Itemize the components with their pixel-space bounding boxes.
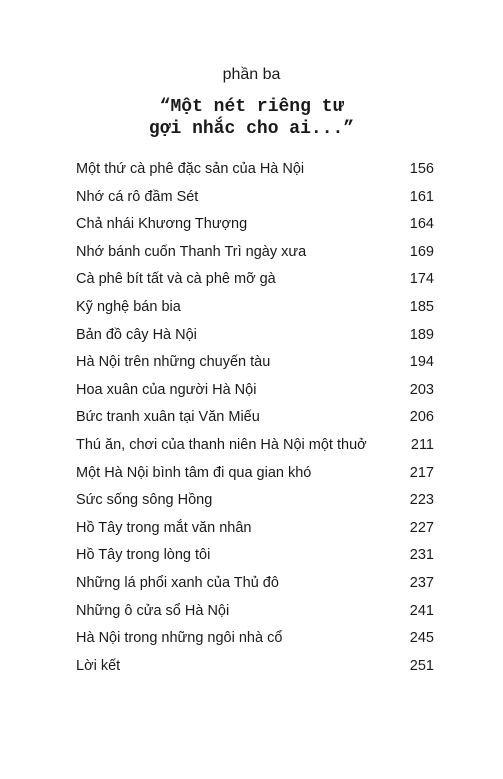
toc-entry[interactable]: [76, 350, 434, 378]
toc-entry[interactable]: [76, 461, 434, 489]
toc-entry-title: Hồ Tây trong mắt văn nhân: [76, 519, 252, 536]
toc-entry-page: 237: [409, 574, 434, 591]
toc-entry-page: 189: [409, 326, 434, 343]
toc-entry[interactable]: [76, 599, 434, 627]
toc-entry-title: Sức sống sông Hồng: [76, 492, 213, 509]
toc-entry-page: 206: [409, 409, 434, 426]
toc-entry[interactable]: [76, 240, 434, 268]
toc-entry[interactable]: [76, 212, 434, 240]
toc-entry-page: 203: [409, 381, 434, 398]
toc-entry[interactable]: [76, 323, 434, 351]
toc-entry-title: Cà phê bít tất và cà phê mỡ gà: [76, 271, 276, 288]
toc-entry-title: Những lá phổi xanh của Thủ đô: [76, 574, 279, 591]
toc-entry-page: 194: [409, 354, 434, 371]
toc-entry-title: Nhớ bánh cuốn Thanh Trì ngày xưa: [76, 243, 307, 260]
section-title-line-2: gợi nhắc cho ai...”: [148, 119, 355, 139]
toc-entry-title: Những ô cửa sổ Hà Nội: [76, 602, 230, 619]
toc-entry[interactable]: [76, 433, 434, 461]
toc-entry-page: 161: [409, 188, 434, 205]
toc-entry-title: Hồ Tây trong lòng tôi: [76, 547, 211, 564]
toc-entry-page: 174: [409, 271, 434, 288]
toc-entry-title: Thú ăn, chơi của thanh niên Hà Nội một thuở: [76, 436, 367, 453]
toc-entry-title: Một Hà Nội bình tâm đi qua gian khó: [76, 464, 312, 481]
section-title: [0, 96, 503, 140]
toc-entry-page: 241: [409, 602, 434, 619]
toc-entry[interactable]: [76, 516, 434, 544]
toc-entry[interactable]: [76, 488, 434, 516]
toc-entry-title: Bức tranh xuân tại Văn Miếu: [76, 409, 260, 426]
toc-entry-page: 223: [409, 492, 434, 509]
toc-entry-page: 169: [409, 243, 434, 260]
toc-entry-title: Chả nhái Khương Thượng: [76, 216, 248, 233]
toc-entry-page: 217: [409, 464, 434, 481]
toc-entry-title: Hà Nội trên những chuyến tàu: [76, 354, 271, 371]
table-of-contents: [76, 157, 434, 681]
toc-entry[interactable]: [76, 295, 434, 323]
section-title-line-1: “Một nét riêng tư: [159, 97, 344, 117]
toc-entry-page: 211: [410, 436, 434, 453]
toc-entry[interactable]: [76, 157, 434, 185]
toc-entry[interactable]: [76, 185, 434, 213]
toc-entry[interactable]: [76, 626, 434, 654]
toc-entry-title: Lời kết: [76, 657, 121, 674]
toc-entry-title: Một thứ cà phê đặc sản của Hà Nội: [76, 161, 305, 177]
toc-entry[interactable]: [76, 543, 434, 571]
toc-entry[interactable]: [76, 571, 434, 599]
toc-entry-title: Kỹ nghệ bán bia: [76, 298, 181, 315]
toc-entry[interactable]: [76, 405, 434, 433]
toc-entry-page: 231: [409, 547, 434, 564]
toc-entry-title: Hà Nội trong những ngôi nhà cổ: [76, 630, 283, 647]
toc-entry[interactable]: [76, 654, 434, 682]
toc-entry[interactable]: [76, 267, 434, 295]
toc-entry[interactable]: [76, 378, 434, 406]
toc-entry-page: 245: [409, 630, 434, 647]
toc-entry-page: 156: [409, 161, 434, 177]
toc-entry-title: Hoa xuân của người Hà Nội: [76, 381, 257, 398]
toc-entry-page: 227: [409, 519, 434, 536]
toc-entry-title: Bản đồ cây Hà Nội: [76, 326, 197, 343]
toc-entry-title: Nhớ cá rô đầm Sét: [76, 188, 199, 205]
toc-entry-page: 164: [409, 216, 434, 233]
toc-entry-page: 251: [409, 657, 434, 674]
toc-entry-page: 185: [409, 298, 434, 315]
section-label: phần ba: [222, 66, 281, 83]
